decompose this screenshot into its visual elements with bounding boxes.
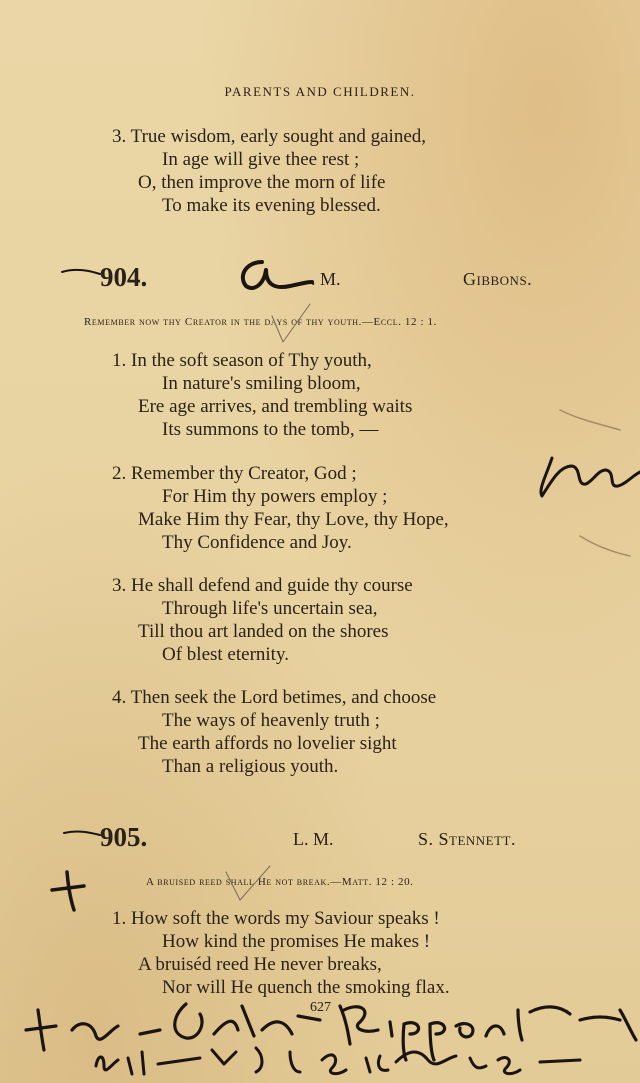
hymn-904-text-ref: Remember now thy Creator in the days of thy youth.—Eccl. 12 : 1. <box>84 316 437 328</box>
ink-faint-check-905 <box>226 866 270 900</box>
hymn-905-composer: S. Stennett. <box>418 829 517 849</box>
h904-v4-l1: 4. Then seek the Lord betimes, and choose <box>112 687 437 708</box>
prev-verse-line-4: To make its evening blessed. <box>162 195 381 216</box>
prev-verse-line-1: 3. True wisdom, early sought and gained, <box>112 126 427 147</box>
h905-v1-l1: 1. How soft the words my Saviour speaks ! <box>112 908 440 929</box>
ink-faint-pencil <box>560 410 630 556</box>
h905-v1-l3: A bruiséd reed He never breaks, <box>138 954 382 975</box>
h904-v2-l3: Make Him thy Fear, thy Love, thy Hope, <box>138 509 449 530</box>
h904-v4-l4: Than a religious youth. <box>162 756 339 777</box>
h904-v1-l2: In nature's smiling bloom, <box>162 373 361 394</box>
ink-margin-scrawl <box>541 458 640 496</box>
hymn-905-number: 905. <box>100 822 148 852</box>
page-folio: 627 <box>310 1000 331 1015</box>
h904-v3-l3: Till thou art landed on the shores <box>138 621 389 642</box>
hymn-904-composer: Gibbons. <box>463 269 533 289</box>
h904-v2-l1: 2. Remember thy Creator, God ; <box>112 463 357 484</box>
h904-v4-l2: The ways of heavenly truth ; <box>162 710 380 731</box>
ink-dash-904 <box>62 270 100 274</box>
h905-v1-l2: How kind the promises He makes ! <box>162 931 431 952</box>
h904-v1-l3: Ere age arrives, and trembling waits <box>138 396 413 417</box>
hymn-905-text-ref: A bruised reed shall He not break.—Matt. 12 : 20. <box>146 876 414 888</box>
h904-v2-l4: Thy Confidence and Joy. <box>162 532 352 553</box>
hymn-905-meter: L. M. <box>293 829 334 849</box>
ink-plus-905 <box>52 872 84 910</box>
hymn-904-meter: . M. <box>311 269 341 289</box>
h904-v1-l4: Its summons to the tomb, — <box>162 419 379 440</box>
h904-v1-l1: 1. In the soft season of Thy youth, <box>112 350 372 371</box>
h905-v1-l4: Nor will He quench the smoking flax. <box>162 977 450 998</box>
h904-v3-l2: Through life's uncertain sea, <box>162 598 378 619</box>
h904-v3-l4: Of blest eternity. <box>162 644 289 665</box>
ink-faint-check-904 <box>272 304 310 342</box>
h904-v3-l1: 3. He shall defend and guide thy course <box>112 575 413 596</box>
prev-verse-line-3: O, then improve the morn of life <box>138 172 386 193</box>
running-head: PARENTS AND CHILDREN. <box>224 84 416 99</box>
prev-verse-line-2: In age will give thee rest ; <box>162 149 360 170</box>
h904-v2-l2: For Him thy powers employ ; <box>162 486 388 507</box>
h904-v4-l3: The earth affords no lovelier sight <box>138 733 397 754</box>
ink-bottom-note-2 <box>96 1048 580 1074</box>
ink-letter-a <box>243 262 312 288</box>
ink-dash-905 <box>64 832 100 835</box>
hymn-904-number: 904. <box>100 262 148 292</box>
ink-bottom-note-1 <box>26 1004 636 1060</box>
